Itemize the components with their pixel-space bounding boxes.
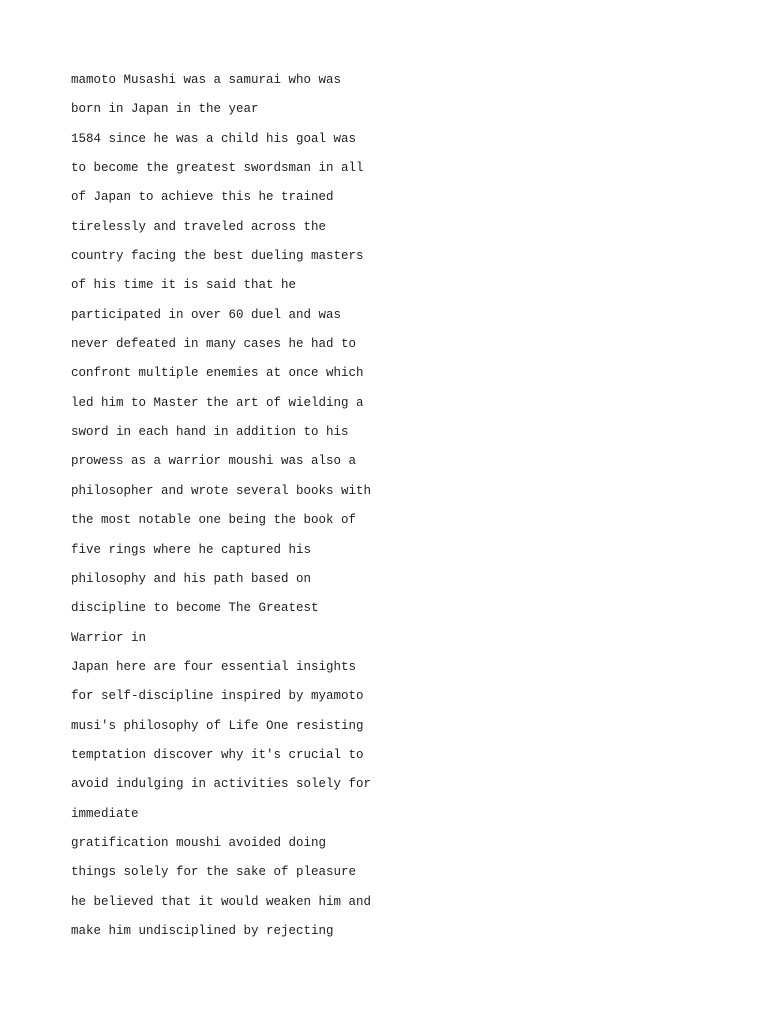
text-line: the most notable one being the book of bbox=[71, 513, 357, 528]
text-line: never defeated in many cases he had to bbox=[71, 337, 357, 352]
text-line: philosopher and wrote several books with bbox=[71, 483, 372, 498]
text-line: he believed that it would weaken him and bbox=[71, 894, 372, 909]
text-line: born in Japan in the year bbox=[71, 102, 259, 117]
text-line: to become the greatest swordsman in all bbox=[71, 161, 364, 176]
text-line: 1584 since he was a child his goal was bbox=[71, 131, 357, 146]
text-line: things solely for the sake of pleasure bbox=[71, 865, 357, 880]
text-line: of his time it is said that he bbox=[71, 278, 297, 293]
transcript-text bbox=[71, 66, 631, 946]
text-line: immediate bbox=[71, 806, 139, 821]
text-line: prowess as a warrior moushi was also a bbox=[71, 454, 357, 469]
text-line: mamoto Musashi was a samurai who was bbox=[71, 73, 342, 87]
text-line: sword in each hand in addition to his bbox=[71, 425, 349, 440]
text-line: confront multiple enemies at once which bbox=[71, 366, 364, 381]
text-line: Japan here are four essential insights bbox=[71, 659, 357, 674]
text-line: led him to Master the art of wielding a bbox=[71, 395, 364, 410]
text-line: make him undisciplined by rejecting bbox=[71, 923, 334, 938]
text-line: five rings where he captured his bbox=[71, 542, 312, 557]
text-line: avoid indulging in activities solely for bbox=[71, 777, 372, 792]
text-line: philosophy and his path based on bbox=[71, 571, 312, 586]
text-line: for self-discipline inspired by myamoto bbox=[71, 689, 364, 704]
text-line: discipline to become The Greatest bbox=[71, 601, 319, 616]
text-line: tirelessly and traveled across the bbox=[71, 219, 327, 234]
text-line: gratification moushi avoided doing bbox=[71, 835, 327, 850]
text-line: of Japan to achieve this he trained bbox=[71, 190, 334, 205]
text-line: temptation discover why it's crucial to bbox=[71, 747, 364, 762]
text-line: Warrior in bbox=[71, 630, 147, 645]
text-line: country facing the best dueling masters bbox=[71, 249, 364, 264]
text-line: participated in over 60 duel and was bbox=[71, 307, 342, 322]
text-line: musi's philosophy of Life One resisting bbox=[71, 718, 364, 733]
